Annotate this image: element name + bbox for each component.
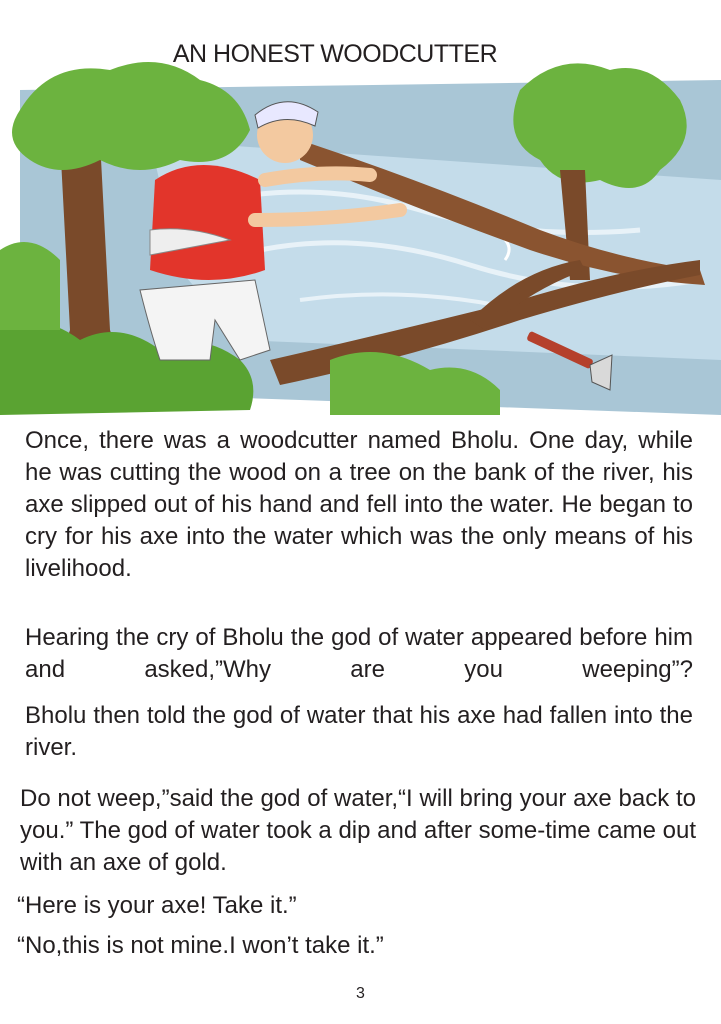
story-paragraph-1: Once, there was a woodcutter named Bholu. One day, while he was cutting the wood on a tree on the bank of the river, his axe slipped out of his hand and fell into the water. He began to cry for his axe into the water which was the only means of his livelihood. [25,427,693,582]
story-paragraph-6: “No,this is not mine.I won’t take it.” [17,932,384,959]
page-number: 3 [356,985,365,1002]
story-paragraph-5: “Here is your axe! Take it.” [17,892,297,919]
woodcutter-river-illustration [0,30,721,425]
story-paragraph-2: Hearing the cry of Bholu the god of water appeared before him and asked,”Why are you weeping”? [25,624,693,683]
story-paragraph-4: Do not weep,”said the god of water,“I will bring your axe back to you.” The god of water took a dip and after some-time came out with an axe of gold. [20,785,696,876]
story-paragraph-3: Bholu then told the god of water that his axe had fallen into the river. [25,702,693,761]
page-title: AN HONEST WOODCUTTER [172,40,498,68]
